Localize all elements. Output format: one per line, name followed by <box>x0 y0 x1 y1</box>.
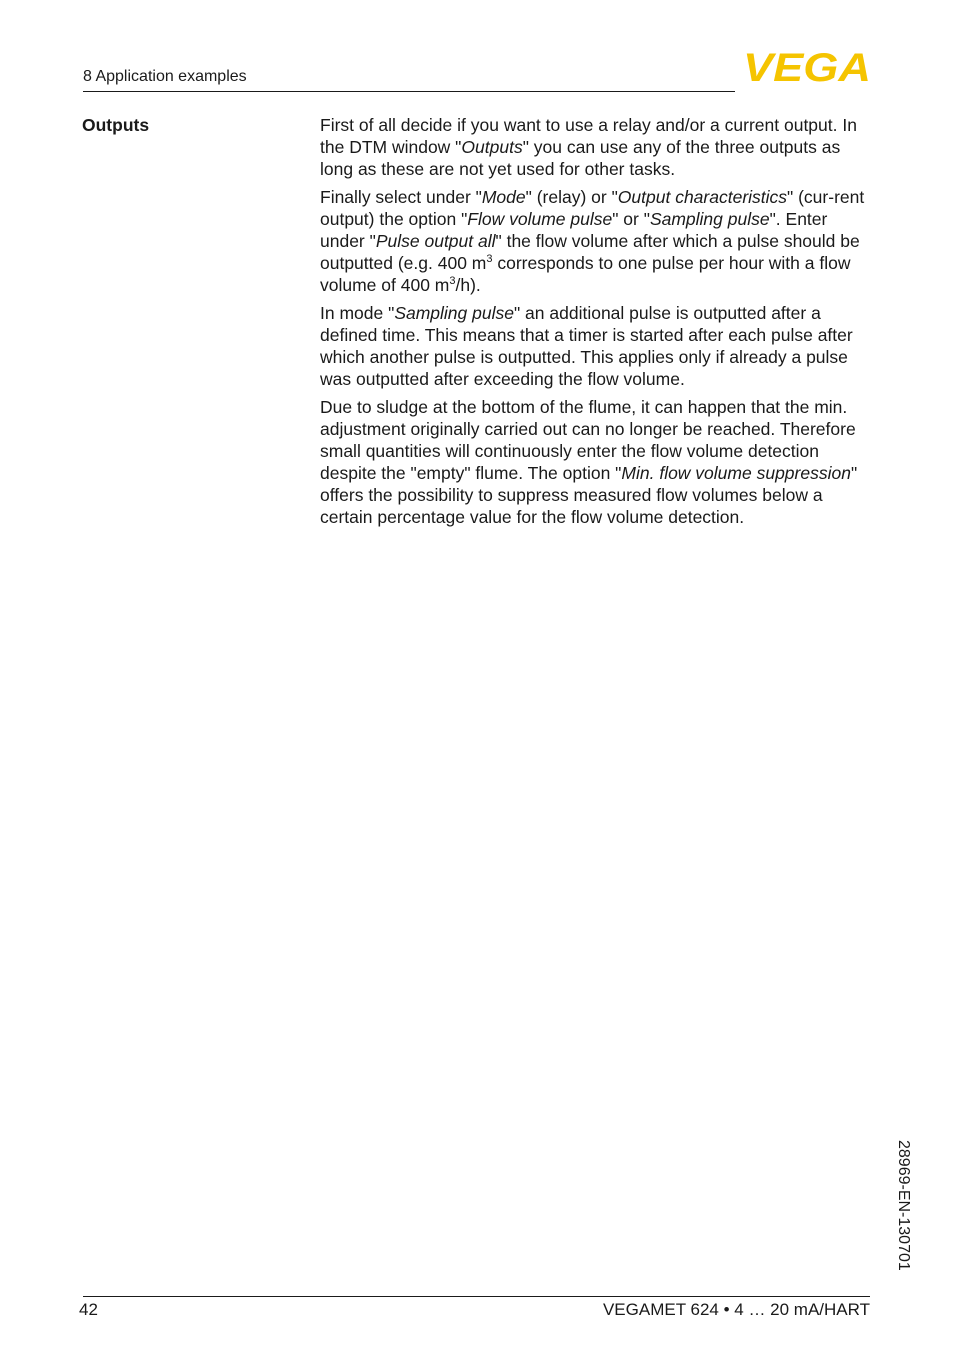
paragraph-2: Finally select under "Mode" (relay) or "Output characteristics" (cur-rent output) the option "Flow volume pulse" or "Sampling pulse". Enter under "Pulse output all" the flow volume after which a pulse should be outputted (e.g. 400 $m^3$ corresponds to one pulse per hour with a flow volume of 400 $m^3/h$). <box>320 187 865 295</box>
header-section-label: 8 Application examples <box>83 68 247 85</box>
logo-text: VEGA <box>743 50 871 83</box>
paragraph-1: First of all decide if you want to use a relay and/or a current output. In the DTM window "Outputs" you can use any of the three outputs as long as these are not yet used for other tasks. <box>320 115 857 179</box>
page-number: 42 <box>79 1300 98 1319</box>
body-text <box>320 114 876 534</box>
vega-logo <box>742 50 872 83</box>
document-id: 28969-EN-130701 <box>895 1140 912 1271</box>
product-name: VEGAMET 624 • 4 … 20 mA/HART <box>602 1300 870 1319</box>
footer-rule <box>83 1296 870 1297</box>
header-rule <box>83 91 735 92</box>
paragraph-3: In mode "Sampling pulse" an additional pulse is outputted after a defined time. This means that a timer is started after each pulse after which another pulse is outputted. This applies only if already a pulse was outputted after exceeding the flow volume. <box>320 303 853 389</box>
paragraph-4: Due to sludge at the bottom of the flume, it can happen that the min. adjustment originally carried out can no longer be reached. Therefore small quantities will continuously enter the flow volume detection despite the "empty" flume. The option "Min. flow volume suppression" offers the possibility to suppress measured flow volumes below a certain percentage value for the flow volume detection. <box>320 397 858 527</box>
section-heading: Outputs <box>82 115 150 135</box>
